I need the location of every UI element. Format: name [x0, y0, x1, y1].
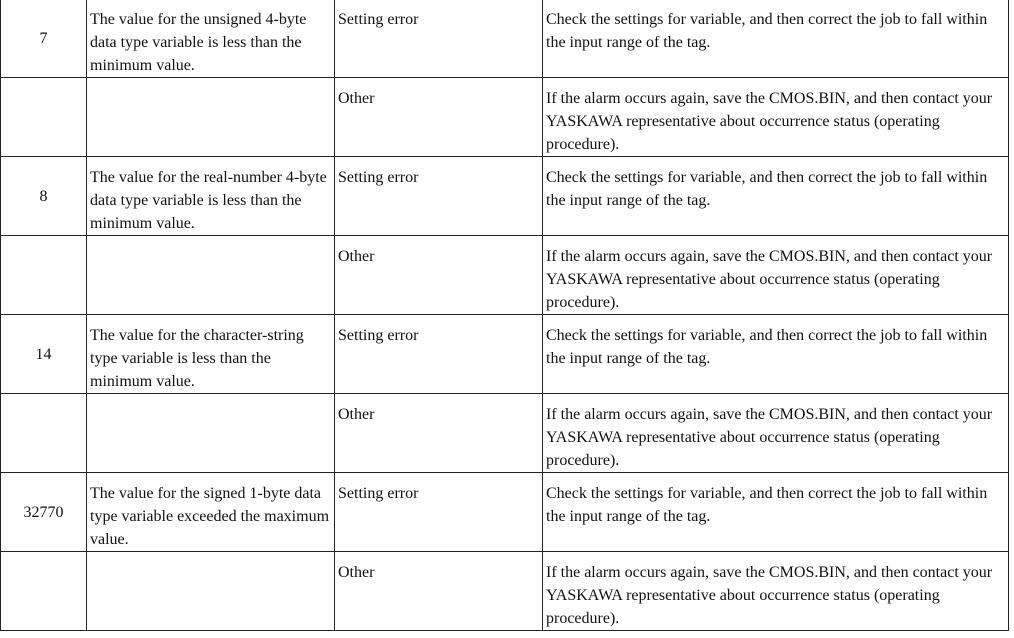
- sub-code-cell: 8: [1, 157, 87, 236]
- table-row: [1, 236, 1009, 315]
- sub-code-cell: 32770: [1, 473, 87, 552]
- description-cell-empty: [87, 394, 335, 473]
- sub-code-cell-empty: [1, 236, 87, 315]
- table-row: [1, 0, 1009, 78]
- cause-cell: Setting error: [335, 473, 543, 552]
- remedy-cell: Check the settings for variable, and then correct the job to fall within the input range of the tag.: [543, 473, 1009, 552]
- description-cell: The value for the real-number 4-byte data type variable is less than the minimum value.: [87, 157, 335, 236]
- sub-code-cell-empty: [1, 394, 87, 473]
- remedy-cell: Check the settings for variable, and then correct the job to fall within the input range of the tag.: [543, 315, 1009, 394]
- cause-cell: Setting error: [335, 315, 543, 394]
- remedy-cell: If the alarm occurs again, save the CMOS.BIN, and then contact your YASKAWA representative about occurrence status (operating procedure).: [543, 552, 1009, 631]
- description-cell-empty: [87, 552, 335, 631]
- description-cell-empty: [87, 78, 335, 157]
- description-cell: The value for the unsigned 4-byte data type variable is less than the minimum value.: [87, 0, 335, 78]
- table-row: [1, 315, 1009, 394]
- table-row: [1, 157, 1009, 236]
- remedy-cell: Check the settings for variable, and then correct the job to fall within the input range of the tag.: [543, 157, 1009, 236]
- sub-code-cell: 14: [1, 315, 87, 394]
- description-cell: The value for the character-string type variable is less than the minimum value.: [87, 315, 335, 394]
- cause-cell: Other: [335, 394, 543, 473]
- cause-cell: Setting error: [335, 157, 543, 236]
- table-row: [1, 394, 1009, 473]
- cause-cell: Other: [335, 236, 543, 315]
- sub-code-cell-empty: [1, 552, 87, 631]
- cause-cell: Other: [335, 552, 543, 631]
- remedy-cell: If the alarm occurs again, save the CMOS.BIN, and then contact your YASKAWA representative about occurrence status (operating procedure).: [543, 236, 1009, 315]
- sub-code-cell-empty: [1, 78, 87, 157]
- table-row: [1, 473, 1009, 552]
- remedy-cell: If the alarm occurs again, save the CMOS.BIN, and then contact your YASKAWA representative about occurrence status (operating procedure).: [543, 78, 1009, 157]
- table-row: [1, 78, 1009, 157]
- remedy-cell: Check the settings for variable, and then correct the job to fall within the input range of the tag.: [543, 0, 1009, 78]
- description-cell-empty: [87, 236, 335, 315]
- sub-code-cell: 7: [1, 0, 87, 78]
- description-cell: The value for the signed 1-byte data type variable exceeded the maximum value.: [87, 473, 335, 552]
- cause-cell: Setting error: [335, 0, 543, 78]
- cause-cell: Other: [335, 78, 543, 157]
- table-row: [1, 552, 1009, 631]
- remedy-cell: If the alarm occurs again, save the CMOS.BIN, and then contact your YASKAWA representative about occurrence status (operating procedure).: [543, 394, 1009, 473]
